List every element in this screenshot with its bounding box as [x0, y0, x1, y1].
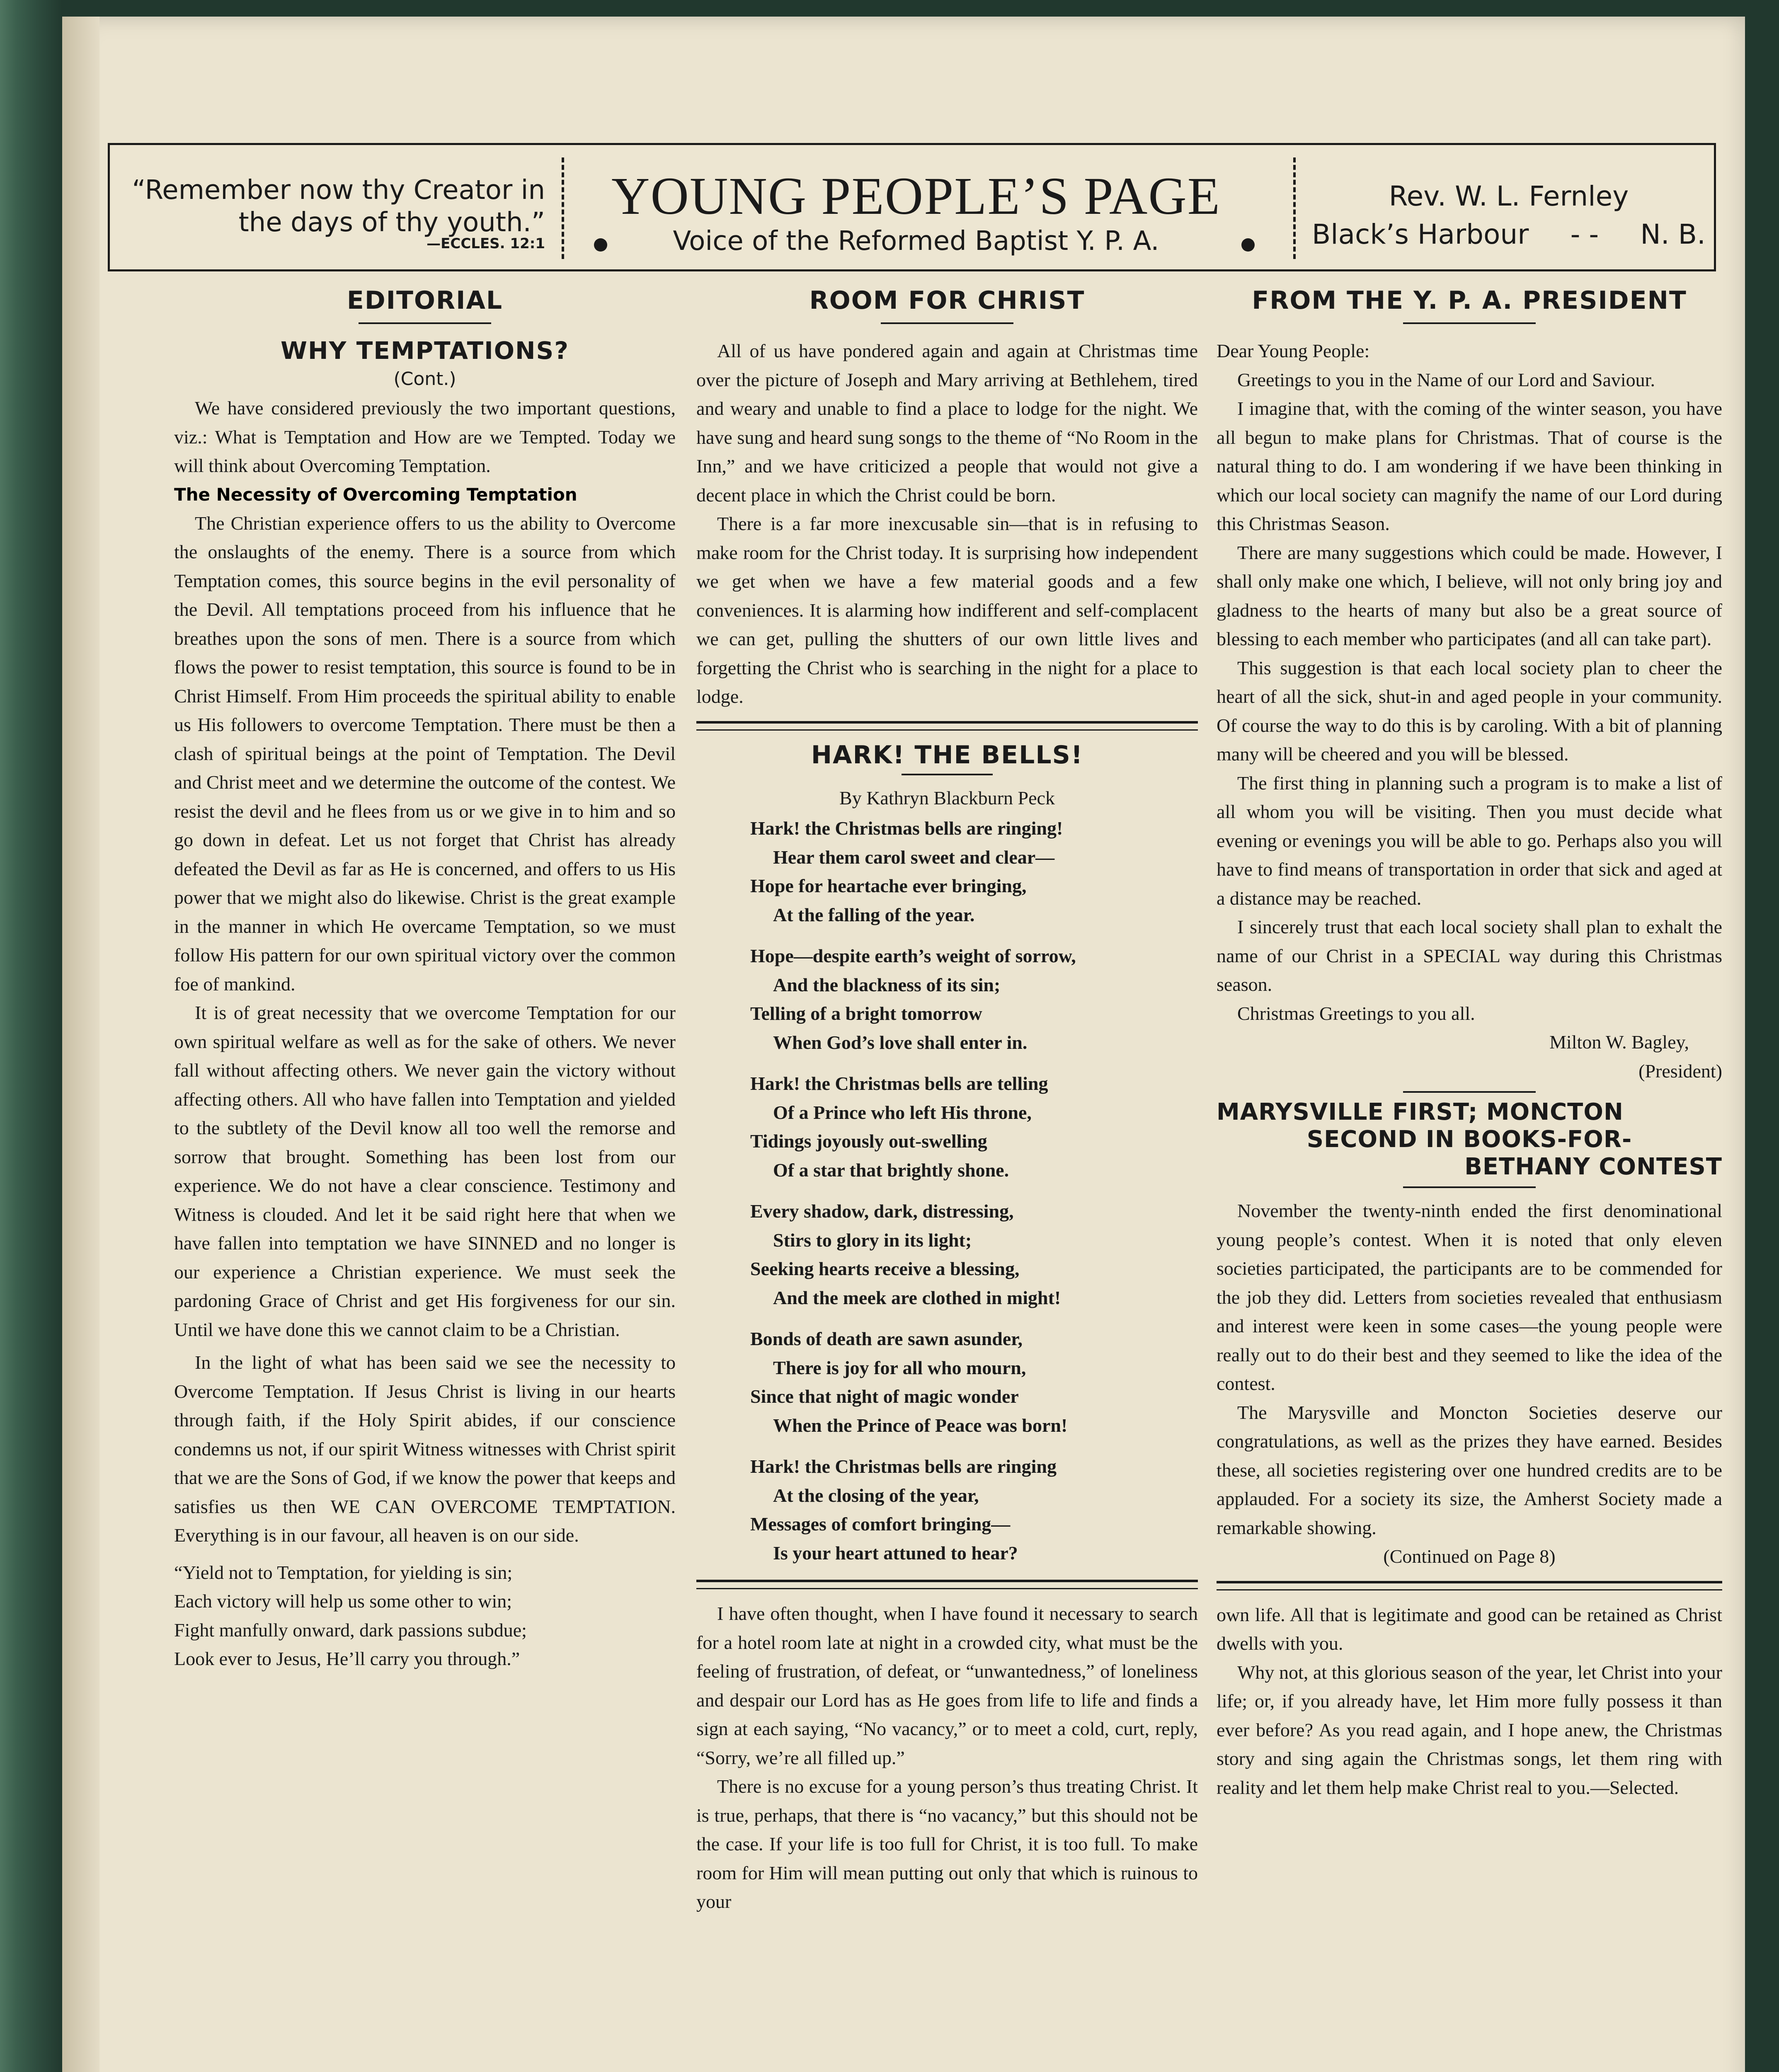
masthead-quote-reference: —ECCLES. 12:1 — [427, 235, 545, 252]
article-title-room-for-christ: ROOM FOR CHRIST — [809, 286, 1085, 315]
poem-line: Is your heart attuned to hear? — [773, 1542, 1018, 1564]
letter-paragraph-4: This suggestion is that each local society plan to cheer the heart of all the sick, shut-in and aged people in your community. Of course the way to do this is by caroling. With a bit of planning many will be cheered and you will be blessed. — [1217, 657, 1722, 765]
editorial-paragraph-4: In the light of what has been said we see the necessity to Overcome Temptation. If Jesus Christ is living in our hearts through faith, if the Holy Spirit abides, if our conscience condemns us not, if our spirit Witness witnesses with Christ spirit that we are the Sons of God, if we know the power that keeps and satisfies us then WE CAN OVERCOME TEMPTATION. Everything is in our favour, all heaven is on our side. — [174, 1352, 676, 1546]
section-double-rule — [696, 721, 1198, 731]
poem-stanza — [750, 1452, 1198, 1567]
room-paragraph-2: There is a far more inexcusable sin—that is in refusing to make room for the Christ today. It is surprising how independent we get when we have a few material goods and a few conveniences. It is alarming how indifferent and self-complacent we can get, pulling the shutters of our own little lives and forgetting the Christ who is searching in the night for a place to lodge. — [696, 513, 1198, 707]
hymn-verse — [174, 1558, 676, 1673]
letter-paragraph-2: I imagine that, with the coming of the winter season, you have all begun to make plans for Christmas. That of course is the natural thing to do. I am wondering if we have been thinking in which our local society can magnify the name of our Lord during this Christmas Season. — [1217, 398, 1722, 534]
poem-stanza — [750, 1197, 1198, 1312]
letter-paragraph-6: I sincerely trust that each local society shall plan to exhalt the name of our Christ in a SPECIAL way during this Christmas season. — [1217, 916, 1722, 995]
poem-line: Hear them carol sweet and clear— — [773, 846, 1055, 868]
poem-line: Tidings joyously out-swelling — [750, 1130, 987, 1152]
hymn-line-3: Fight manfully onward, dark passions subdue; — [174, 1619, 527, 1641]
poem-line: There is joy for all who mourn, — [773, 1357, 1026, 1378]
editor-name: Rev. W. L. Fernley — [1389, 180, 1629, 212]
heading-rule — [902, 774, 993, 775]
poem-title-hark-the-bells: HARK! THE BELLS! — [811, 740, 1083, 770]
editorial-subheading: The Necessity of Overcoming Temptation — [174, 484, 577, 505]
page-gutter — [62, 17, 99, 2072]
masthead-divider-left — [562, 157, 564, 259]
poem-line: Stirs to glory in its light; — [773, 1229, 972, 1251]
contest-paragraph-1: November the twenty-ninth ended the first denominational young people’s contest. When it is noted that only eleven societies participated, the participants are to be commended for the job they did. Letters from societies revealed that enthusiasm and interest were keen in some cases—the young people were really out to do their best and they seemed to like the idea of the contest. — [1217, 1200, 1722, 1394]
continued-on-notice: (Continued on Page 8) — [1383, 1546, 1556, 1567]
poem-line: When God’s love shall enter in. — [773, 1031, 1028, 1053]
section-double-rule — [1217, 1581, 1722, 1590]
address-separator: - - — [1570, 218, 1599, 250]
article-title-from-president: FROM THE Y. P. A. PRESIDENT — [1252, 286, 1687, 315]
letter-salutation: Dear Young People: — [1217, 340, 1370, 361]
poem-line: Since that night of magic wonder — [750, 1386, 1019, 1407]
room-continued-paragraph-1: own life. All that is legitimate and good can be retained as Christ dwells with you. — [1217, 1604, 1722, 1654]
poem-stanza — [750, 942, 1198, 1057]
poem-line: Of a star that brightly shone. — [773, 1159, 1009, 1181]
editorial-paragraph-1: We have considered previously the two important questions, viz.: What is Temptation and How are we Tempted. Today we will think about Overcoming Temptation. — [174, 397, 676, 476]
poem-line: Hark! the Christmas bells are ringing — [750, 1456, 1057, 1477]
editorial-paragraph-3: It is of great necessity that we overcome Temptation for our own spiritual welfare as well as for the sake of others. We never fall without affecting others. We never gain the victory without affecting others. All who have fallen into Temptation and yielded to the subtlety of the Devil know all too well the remorse and sorrow that brought. Something has been lost from our experience. We do not have a clear conscience. Testimony and Witness is clouded. And let it be said right here that when we have fallen into temptation we have SINNED and no longer is our experience a Christian experience. We must seek the pardoning Grace of Christ and get His forgiveness for our sin. Until we have done this we cannot claim to be a Christian. — [174, 1002, 676, 1340]
contest-title-line-2: SECOND IN BOOKS-FOR- — [1306, 1126, 1632, 1153]
masthead-editor-block — [1312, 177, 1706, 254]
poem-byline: By Kathryn Blackburn Peck — [839, 787, 1055, 808]
heading-rule — [359, 322, 491, 324]
poem-stanza — [750, 814, 1198, 929]
letter-signer-title: (President) — [1638, 1060, 1722, 1082]
room-paragraph-1: All of us have pondered again and again at Christmas time over the picture of Joseph and Mary arriving at Bethlehem, tired and weary and unable to find a place to lodge for the night. We have sung and heard sung songs to the theme of “No Room in the Inn,” and we have criticized a people that would not give a decent place in which the Christ could be born. — [696, 340, 1198, 506]
poem-line: At the falling of the year. — [773, 904, 975, 925]
letter-paragraph-3: There are many suggestions which could be made. However, I shall only make one which, I believe, will not only bring joy and gladness to the hearts of many but also be a great source of blessing to each member who participates (and all can take part). — [1217, 542, 1722, 649]
article-title-contest — [1217, 1099, 1722, 1181]
poem-line: Every shadow, dark, distressing, — [750, 1201, 1014, 1222]
poem-line: And the meek are clothed in might! — [773, 1287, 1061, 1308]
editor-province: N. B. — [1640, 218, 1706, 250]
poem-line: Hark! the Christmas bells are telling — [750, 1073, 1048, 1094]
page-title: YOUNG PEOPLE’S PAGE — [611, 167, 1221, 225]
letter-paragraph-5: The first thing in planning such a program is to make a list of all whom you will be visiting. Then you must decide what evening or evenings you will be able to go. Perhaps also you will have to find means of transportation in order that sick and aged at a distance may be reached. — [1217, 772, 1722, 909]
poem-stanza — [750, 1069, 1198, 1184]
contest-title-line-3: BETHANY CONTEST — [1464, 1153, 1722, 1180]
heading-rule — [1403, 1091, 1536, 1093]
hymn-line-2: Each victory will help us some other to win; — [174, 1590, 512, 1612]
poem-line: Bonds of death are sawn asunder, — [750, 1328, 1023, 1349]
poem-line: Telling of a bright tomorrow — [750, 1003, 982, 1024]
poem-line: Hope for heartache ever bringing, — [750, 875, 1027, 896]
poem-line: And the blackness of its sin; — [773, 974, 1001, 995]
page-subtitle: Voice of the Reformed Baptist Y. P. A. — [673, 226, 1159, 257]
heading-rule — [1403, 322, 1536, 324]
column-editorial — [174, 286, 676, 2072]
letter-closing: Christmas Greetings to you all. — [1237, 1002, 1475, 1024]
hymn-line-4: Look ever to Jesus, He’ll carry you through.” — [174, 1648, 520, 1669]
bullet-dot-right — [1241, 238, 1255, 252]
column-room-for-christ — [696, 286, 1198, 2072]
letter-paragraph-1: Greetings to you in the Name of our Lord and Saviour. — [1237, 369, 1655, 390]
poem-line: Of a Prince who left His throne, — [773, 1101, 1032, 1123]
heading-rule — [1403, 1186, 1536, 1188]
poem-hark-the-bells — [696, 814, 1198, 1567]
poem-line: Hark! the Christmas bells are ringing! — [750, 818, 1063, 839]
continued-label: (Cont.) — [393, 368, 456, 390]
editor-address — [1312, 215, 1706, 254]
poem-line: Messages of comfort bringing— — [750, 1513, 1011, 1535]
masthead-quote: “Remember now thy Creator in the days of thy youth.” — [132, 175, 545, 238]
article-title-why-temptations: WHY TEMPTATIONS? — [281, 336, 569, 365]
masthead-divider-right — [1293, 157, 1296, 259]
bullet-dot-left — [594, 238, 607, 252]
section-heading-editorial: EDITORIAL — [347, 286, 503, 315]
column-president — [1217, 286, 1722, 2072]
poem-line: When the Prince of Peace was born! — [773, 1414, 1068, 1436]
room-paragraph-4: There is no excuse for a young person’s thus treating Christ. It is true, perhaps, that there is “no vacancy,” but this should not be the case. If your life is too full for Christ, it is too full. To make room for Him will mean putting out only that which is ruinous to your — [696, 1776, 1198, 1912]
editorial-paragraph-2: The Christian experience offers to us the ability to Overcome the onslaughts of the enemy. There is a source from which Temptation comes, this source begins in the evil personality of the Devil. All temptations proceed from his influence that he breathes upon the sons of men. There is a source from which flows the power to resist temptation, this source is found to be in Christ Himself. From Him proceeds the spiritual ability to enable us His followers to overcome Temptation. There must be then a clash of spiritual beings at the point of Temptation. The Devil and Christ meet and we determine the outcome of the contest. We resist the devil and he flees from us or we give in to him and so go down in defeat. Let us not forget that Christ has already defeated the Devil as far as He is concerned, and offers to us His power that we might also do likewise. Christ is the great example in the manner in which He overcame Temptation, so we must follow His pattern for our own spiritual victory over the common foe of mankind. — [174, 512, 676, 995]
editor-location: Black’s Harbour — [1312, 218, 1529, 250]
contest-paragraph-2: The Marysville and Moncton Societies deserve our congratulations, as well as the prizes they have earned. Besides these, all societies registering over one hundred credits are to be applauded. For a society its size, the Amherst Society made a remarkable showing. — [1217, 1402, 1722, 1538]
contest-title-line-1: MARYSVILLE FIRST; MONCTON — [1217, 1099, 1624, 1126]
poem-line: Hope—despite earth’s weight of sorrow, — [750, 945, 1076, 966]
letter-signer: Milton W. Bagley, — [1549, 1031, 1689, 1053]
poem-stanza — [750, 1324, 1198, 1440]
hymn-line-1: “Yield not to Temptation, for yielding is sin; — [174, 1561, 513, 1583]
heading-rule — [881, 322, 1013, 324]
section-double-rule — [696, 1580, 1198, 1589]
room-continued-paragraph-2: Why not, at this glorious season of the year, let Christ into your life; or, if you already have, let Him more fully possess it than ever before? As you read again, and I hope anew, the Christmas story and sing again the Christmas songs, let them ring with reality and let them help make Christ real to you.—Selected. — [1217, 1661, 1722, 1798]
masthead-box — [108, 143, 1716, 271]
poem-line: At the closing of the year, — [773, 1484, 979, 1506]
poem-line: Seeking hearts receive a blessing, — [750, 1258, 1020, 1279]
room-paragraph-3: I have often thought, when I have found it necessary to search for a hotel room late at night in a crowded city, what must be the feeling of frustration, of defeat, or “unwantedness,” of loneliness and despair our Lord has as He goes from life to life and finds a sign at each saying, “No vacancy,” or to meet a cold, curt, reply, “Sorry, we’re all filled up.” — [696, 1603, 1198, 1768]
